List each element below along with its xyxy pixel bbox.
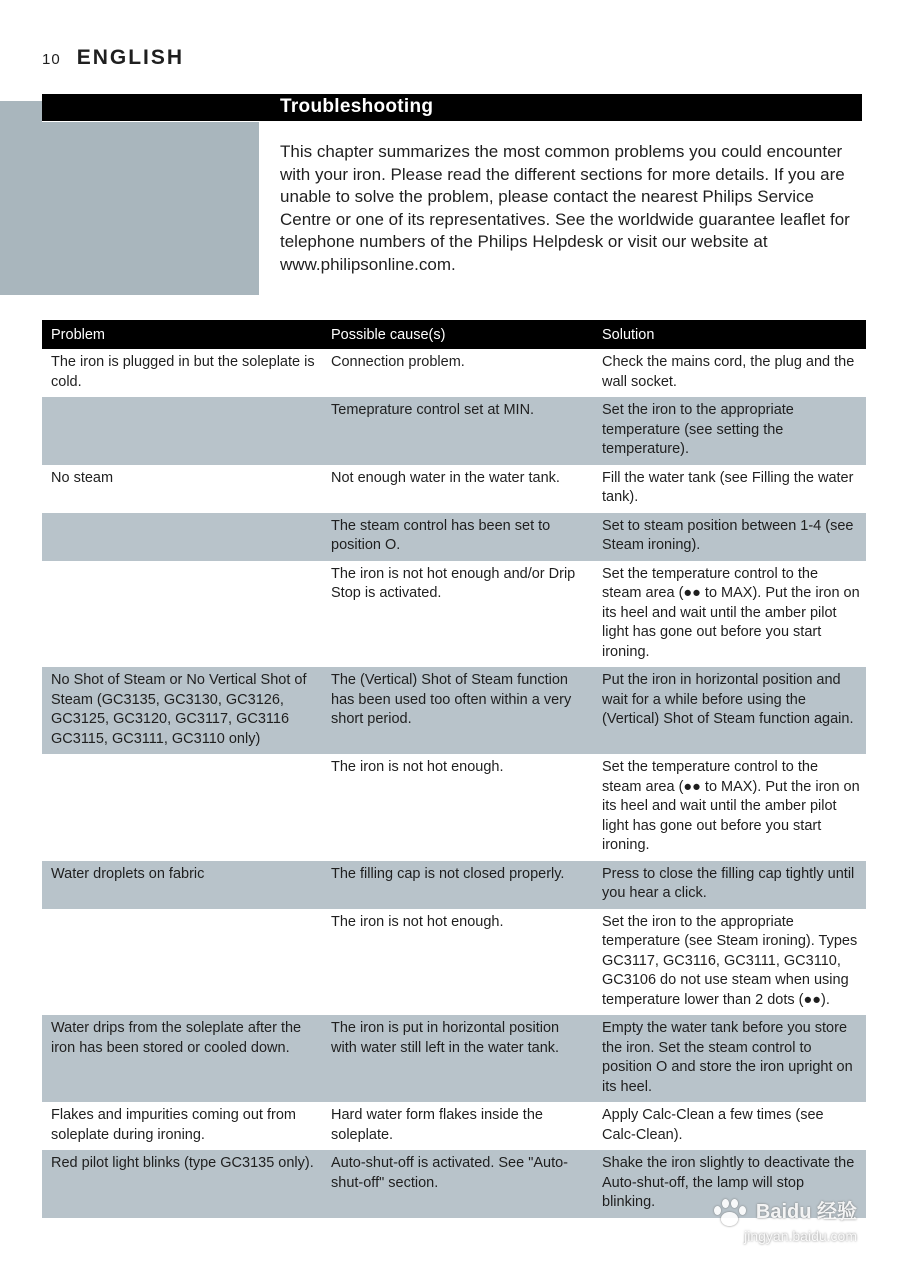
- solution-cell: Check the mains cord, the plug and the wall socket.: [602, 354, 855, 390]
- table-row: [42, 397, 866, 465]
- language-heading: ENGLISH: [76, 46, 185, 69]
- cause-cell: The iron is not hot enough.: [331, 759, 504, 775]
- solution-cell: Set the temperature control to the steam area (●● to MAX). Put the iron on its heel and wait until the amber pilot light has gone out before you start ironing.: [602, 565, 860, 660]
- cause-cell: Not enough water in the water tank.: [331, 469, 560, 486]
- solution-cell: Fill the water tank (see Filling the water tank).: [602, 469, 854, 505]
- solution-cell: Empty the water tank before you store the iron. Set the steam control to position O and store the iron upright on its heel.: [602, 1020, 853, 1095]
- cause-cell: The (Vertical) Shot of Steam function has been used too often within a very short period.: [331, 672, 572, 727]
- watermark-brand: Baidu 经验: [755, 1201, 857, 1224]
- table-row: [42, 561, 866, 668]
- solution-cell: Set to steam position between 1-4 (see Steam ironing).: [602, 517, 854, 553]
- page-number: 10: [42, 51, 61, 68]
- solution-cell: Set the iron to the appropriate temperature (see setting the temperature).: [602, 402, 794, 457]
- watermark: [712, 1195, 857, 1244]
- solution-cell: Apply Calc-Clean a few times (see Calc-Clean).: [602, 1107, 824, 1143]
- section-title: Troubleshooting: [280, 96, 434, 117]
- problem-cell: [42, 517, 322, 556]
- problem-cell: Water drips from the soleplate after the iron has been stored or cooled down.: [51, 1020, 302, 1056]
- solution-cell: Press to close the filling cap tightly until you hear a click.: [602, 865, 855, 901]
- problem-cell: The iron is plugged in but the soleplate is cold.: [51, 354, 315, 390]
- intro-paragraph: This chapter summarizes the most common problems you could encounter with your iron. Please read the different sections for more details. If you are unable to solve the problem, please contact the nearest Philips Service Centre or one of its representatives. See the worldwide guarantee leaflet for telephone numbers of the Philips Helpdesk or visit our website at www.philipsonline.com.: [280, 142, 850, 274]
- table-header-row: [42, 320, 866, 349]
- troubleshooting-table: [42, 320, 866, 1218]
- problem-cell: [42, 565, 322, 663]
- solution-cell: Set the temperature control to the steam area (●● to MAX). Put the iron on its heel and wait until the amber pilot light has gone out before you start ironing.: [602, 759, 860, 853]
- decorative-side-block: [0, 101, 259, 295]
- table-row: [42, 1015, 866, 1102]
- cause-cell: Hard water form flakes inside the soleplate.: [331, 1107, 543, 1143]
- cause-cell: The iron is not hot enough.: [331, 913, 504, 930]
- problem-cell: [42, 401, 322, 460]
- solution-cell: Shake the iron slightly to deactivate the Auto-shut-off, the lamp will stop blinking.: [602, 1155, 855, 1210]
- table-row: [42, 349, 866, 397]
- cause-cell: The iron is put in horizontal position with water still left in the water tank.: [331, 1020, 560, 1056]
- page-header: [42, 46, 184, 76]
- cause-cell: The iron is not hot enough and/or Drip Stop is activated.: [331, 565, 576, 601]
- problem-cell: [42, 913, 322, 1011]
- table-row: [42, 754, 866, 861]
- column-header-problem: Problem: [51, 326, 105, 343]
- table-row: [42, 909, 866, 1016]
- problem-cell: No Shot of Steam or No Vertical Shot of Steam (GC3135, GC3130, GC3126, GC3125, GC3120, GC3117, GC3116 GC3115, GC3111, GC3110 only): [51, 672, 307, 747]
- solution-cell: Put the iron in horizontal position and wait for a while before using the (Vertical) Shot of Steam function again.: [602, 672, 854, 727]
- table-row: [42, 465, 866, 513]
- problem-cell: Red pilot light blinks (type GC3135 only).: [51, 1155, 314, 1171]
- problem-cell: Flakes and impurities coming out from soleplate during ironing.: [51, 1107, 296, 1143]
- section-title-bar: [42, 94, 862, 122]
- cause-cell: Connection problem.: [331, 354, 465, 370]
- column-header-cause: Possible cause(s): [331, 326, 446, 343]
- watermark-url: jingyan.baidu.com: [744, 1228, 857, 1244]
- paw-logo-icon: [712, 1198, 746, 1228]
- table-row: [42, 1102, 866, 1150]
- problem-cell: Water droplets on fabric: [51, 865, 205, 882]
- table-row: [42, 667, 866, 754]
- solution-cell: Set the iron to the appropriate temperature (see Steam ironing). Types GC3117, GC3116, GC3111, GC3110, GC3106 do not use steam when using temperature lower than 2 dots (●●).: [602, 913, 858, 1008]
- cause-cell: Auto-shut-off is activated. See "Auto-shut-off" section.: [331, 1155, 569, 1191]
- cause-cell: The steam control has been set to position O.: [331, 517, 551, 553]
- column-header-solution: Solution: [602, 326, 655, 343]
- table-body: [42, 349, 866, 1218]
- table-row: [42, 513, 866, 561]
- table-row: [42, 861, 866, 909]
- cause-cell: Temeprature control set at MIN.: [331, 402, 535, 418]
- cause-cell: The filling cap is not closed properly.: [331, 865, 565, 882]
- problem-cell: [42, 758, 322, 856]
- problem-cell: No steam: [51, 469, 114, 486]
